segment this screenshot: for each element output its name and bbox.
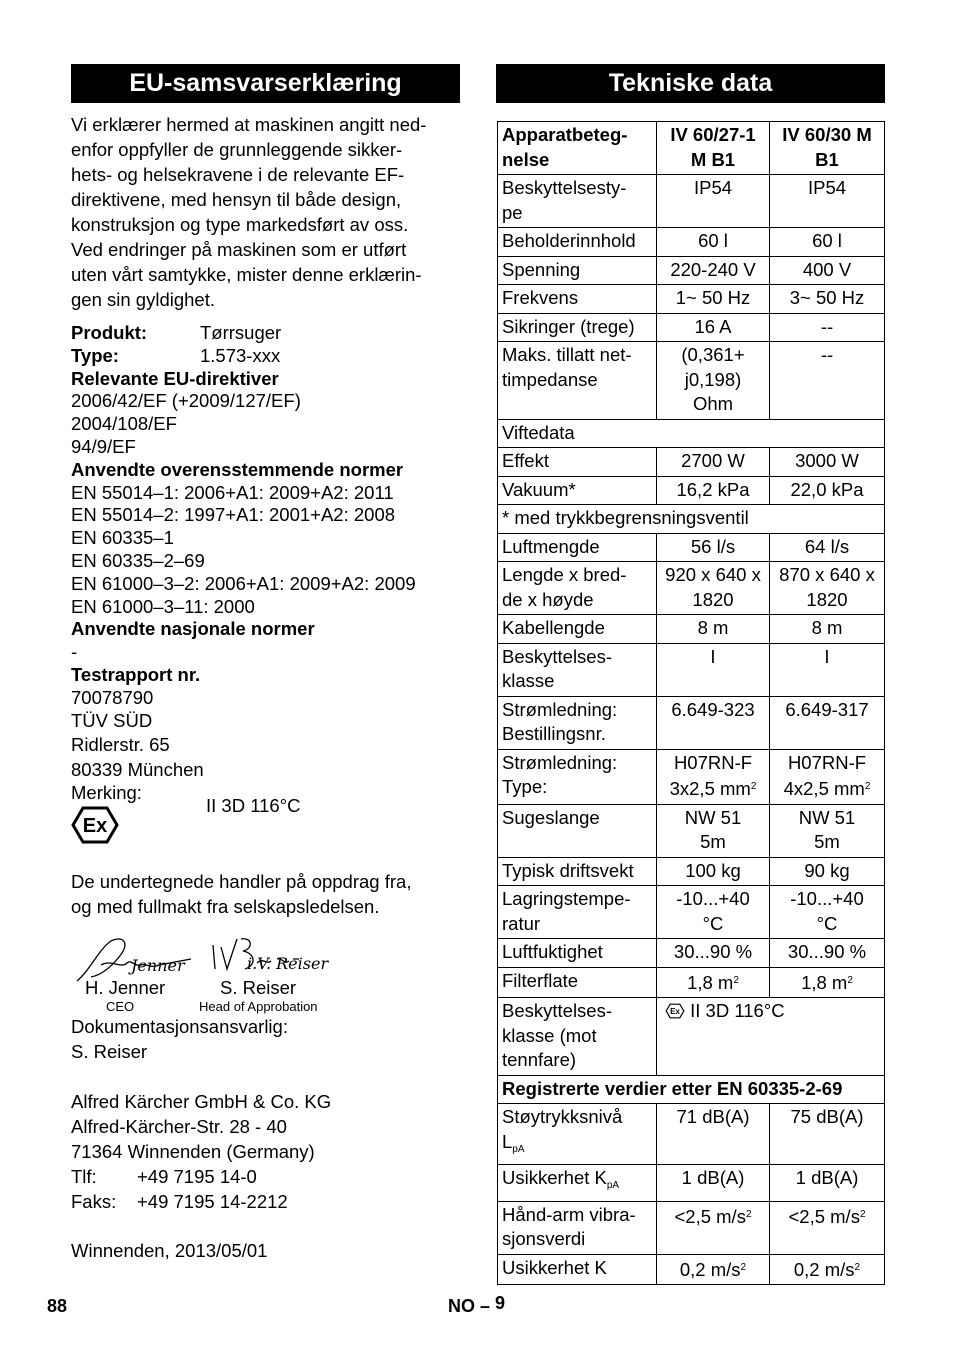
spec-value-model-1: 60 l xyxy=(657,228,770,257)
fax-row xyxy=(71,1189,463,1214)
spec-value-model-2: I xyxy=(770,643,885,696)
spec-label: Filterflate xyxy=(498,967,657,998)
spec-label: Beskyttelses- klasse xyxy=(498,643,657,696)
intro-paragraph xyxy=(71,112,463,312)
spec-value-model-1: 30...90 % xyxy=(657,939,770,968)
spec-value-model-1: 920 x 640 x 1820 xyxy=(657,562,770,615)
spec-value-model-1: IV 60/27-1 M B1 xyxy=(657,122,770,175)
spec-label: Lagringstempe- ratur xyxy=(498,886,657,939)
phone-label: Tlf: xyxy=(71,1166,97,1188)
type-value: 1.573-xxx xyxy=(200,344,281,366)
table-row xyxy=(498,857,885,886)
footer-section xyxy=(448,1293,506,1317)
svg-text:Ex: Ex xyxy=(670,1006,680,1016)
marking-row xyxy=(71,795,463,853)
spec-value-model-1: NW 51 5m xyxy=(657,804,770,857)
superscript-2: 2 xyxy=(733,974,739,986)
spec-value-model-1: 56 l/s xyxy=(657,533,770,562)
product-row xyxy=(71,322,463,345)
company-name: Alfred Kärcher GmbH & Co. KG xyxy=(71,1091,332,1113)
table-row xyxy=(498,643,885,696)
spec-value-model-1: -10...+40 °C xyxy=(657,886,770,939)
spec-value-model-2: 0,2 $m/s^2$ xyxy=(770,1254,885,1285)
intro-line: Vi erklærer hermed at maskinen angitt ned- xyxy=(71,114,427,135)
spec-value-model-2: 75 dB(A) xyxy=(770,1104,885,1165)
subscript: pA xyxy=(606,1180,620,1191)
spec-value-model-2: NW 51 5m xyxy=(770,804,885,857)
subscript: pA xyxy=(512,1143,525,1155)
protection-class-value: Ex II 3D 116°C xyxy=(657,998,885,1076)
spec-value-model-1: 71 dB(A) xyxy=(657,1104,770,1165)
spec-value-model-2: 90 kg xyxy=(770,857,885,886)
spec-value-model-1: IP54 xyxy=(657,175,770,228)
signer1-name: H. Jenner xyxy=(85,977,166,999)
footer-lang: NO xyxy=(448,1296,475,1316)
national-heading: Anvendte nasjonale normer xyxy=(71,618,315,640)
table-row xyxy=(498,448,885,477)
spec-value-model-1: 6.649-323 xyxy=(657,696,770,749)
spec-label: Lengde x bred- de x høyde xyxy=(498,562,657,615)
measured-values-row xyxy=(498,1075,885,1104)
spec-value-model-1: 16 A xyxy=(657,313,770,342)
harmonized-list xyxy=(71,482,463,619)
testreport-heading: Testrapport nr. xyxy=(71,663,201,685)
spec-value-model-2: 3~ 50 Hz xyxy=(770,285,885,314)
spec-label: Sikringer (trege) xyxy=(498,313,657,342)
superscript-2: 2 xyxy=(750,781,757,792)
superscript-2: 2 xyxy=(854,1261,861,1273)
spec-value-model-1: H07RN-F 3x2,5 $mm^2$ xyxy=(657,749,770,804)
spec-label: Usikkerhet K xyxy=(498,1254,657,1285)
type-label: Type: xyxy=(71,344,119,366)
harmonized-standard: EN 61000–3–11: 2000 xyxy=(71,595,255,617)
table-row xyxy=(498,562,885,615)
spec-value-model-2: 3000 W xyxy=(770,448,885,477)
phone-row xyxy=(71,1164,463,1189)
table-header-row xyxy=(498,122,885,175)
declaration-title: EU-samsvarserklæring xyxy=(71,64,460,103)
spec-value-model-1: 1,8 $m^2$ xyxy=(657,967,770,998)
signer2-title: Head of Approbation xyxy=(199,999,318,1015)
spec-value-model-1: (0,361+ j0,198) Ohm xyxy=(657,342,770,420)
harmonized-standard: EN 61000–3–2: 2006+A1: 2009+A2: 2009 xyxy=(71,572,416,594)
spec-label: Usikkerhet $K_{pA}$ xyxy=(498,1165,657,1202)
doc-resp-name: S. Reiser xyxy=(71,1041,148,1063)
spec-value-model-2: 30...90 % xyxy=(770,939,885,968)
doc-resp-label: Dokumentasjonsansvarlig: xyxy=(71,1016,288,1038)
signatory-text xyxy=(71,869,463,919)
spec-value-model-1: 2700 W xyxy=(657,448,770,477)
measured-values-heading: Registrerte verdier etter EN 60335-2-69 xyxy=(498,1075,885,1104)
directive-item: 2004/108/EF xyxy=(71,413,177,435)
spec-value-model-2: IP54 xyxy=(770,175,885,228)
signature1-text: Jenner xyxy=(131,956,185,976)
intro-line: direktivene, med hensyn til både design, xyxy=(71,189,402,210)
spec-label: Beholderinnhold xyxy=(498,228,657,257)
intro-line: Ved endringer på maskinen som er utført xyxy=(71,239,407,260)
harmonized-standard: EN 60335–2–69 xyxy=(71,549,205,571)
table-row xyxy=(498,476,885,505)
protection-class-row xyxy=(498,998,885,1076)
spec-value-model-2: 1 dB(A) xyxy=(770,1165,885,1202)
superscript-2: 2 xyxy=(859,1208,866,1220)
signatory-line: og med fullmakt fra selskapsledelsen. xyxy=(71,896,380,918)
spec-label: Effekt xyxy=(498,448,657,477)
spec-label: Støytrykksnivå $L_{pA}$ xyxy=(498,1104,657,1165)
spec-value-model-2: -- xyxy=(770,313,885,342)
footer-subpage: 9 xyxy=(495,1293,506,1313)
table-row xyxy=(498,1104,885,1165)
table-row xyxy=(498,313,885,342)
spec-value-model-2: 60 l xyxy=(770,228,885,257)
declaration-column xyxy=(71,112,463,1262)
ex-explosion-icon xyxy=(665,1003,685,1019)
product-value: Tørrsuger xyxy=(200,322,282,343)
vacuum-note-row xyxy=(498,505,885,534)
harmonized-standard: EN 60335–1 xyxy=(71,527,174,549)
superscript-2: 2 xyxy=(745,1208,752,1220)
testreport-line: TÜV SÜD xyxy=(71,709,153,731)
spec-label: Sugeslange xyxy=(498,804,657,857)
spec-label: Luftfuktighet xyxy=(498,939,657,968)
svg-text:Ex: Ex xyxy=(82,815,108,838)
testreport-lines xyxy=(71,687,463,783)
table-row xyxy=(498,256,885,285)
phone-value: +49 7195 14-0 xyxy=(137,1166,257,1188)
superscript-2: 2 xyxy=(740,1261,747,1273)
footer-dash: – xyxy=(480,1296,491,1316)
spec-label: Beskyttelses- klasse (mot tennfare) xyxy=(498,998,657,1076)
signer1-title: CEO xyxy=(106,999,135,1015)
testreport-line: 80339 München xyxy=(71,759,204,781)
spec-value-model-1: I xyxy=(657,643,770,696)
spec-label: Apparatbeteg- nelse xyxy=(498,122,657,175)
table-row xyxy=(498,228,885,257)
vacuum-note: * med trykkbegrensningsventil xyxy=(498,505,885,534)
intro-line: konstruksjon og type markedsført av oss. xyxy=(71,214,409,235)
spec-value-model-2: 6.649-317 xyxy=(770,696,885,749)
spec-value-model-2: 8 m xyxy=(770,615,885,644)
company-city: 71364 Winnenden (Germany) xyxy=(71,1141,315,1163)
table-row xyxy=(498,1254,885,1285)
spec-label: Spenning xyxy=(498,256,657,285)
signatory-line: De undertegnede handler på oppdrag fra, xyxy=(71,871,412,893)
table-row xyxy=(498,886,885,939)
intro-line: gen sin gyldighet. xyxy=(71,289,215,310)
signature2-text: i.V. Reiser xyxy=(247,954,329,974)
spec-label: Strømledning: Bestillingsnr. xyxy=(498,696,657,749)
table-row xyxy=(498,967,885,998)
spec-label: Strømledning: Type: xyxy=(498,749,657,804)
technical-data-title: Tekniske data xyxy=(496,64,885,103)
ex-explosion-icon xyxy=(71,805,119,845)
spec-value-model-2: -- xyxy=(770,342,885,420)
spec-value-model-1: 100 kg xyxy=(657,857,770,886)
spec-label: Hånd-arm vibra- sjonsverdi xyxy=(498,1201,657,1254)
national-value: - xyxy=(71,641,78,663)
spec-value-model-2: 1,8 $m^2$ xyxy=(770,967,885,998)
spec-value-model-2: IV 60/30 M B1 xyxy=(770,122,885,175)
table-row xyxy=(498,749,885,804)
table-row xyxy=(498,175,885,228)
spec-value-model-1: 16,2 kPa xyxy=(657,476,770,505)
fax-label: Faks: xyxy=(71,1191,117,1213)
technical-data-table xyxy=(497,121,885,1285)
directives-heading: Relevante EU-direktiver xyxy=(71,367,279,389)
testreport-line: Ridlerstr. 65 xyxy=(71,734,170,756)
spec-value-model-2: 400 V xyxy=(770,256,885,285)
fan-section-row xyxy=(498,419,885,448)
spec-value-model-1: 0,2 $m/s^2$ xyxy=(657,1254,770,1285)
company-street: Alfred-Kärcher-Str. 28 - 40 xyxy=(71,1116,287,1138)
page-number: 88 xyxy=(47,1296,68,1316)
spec-label: Luftmengde xyxy=(498,533,657,562)
company-address xyxy=(71,1089,463,1214)
spec-value-model-2: 64 l/s xyxy=(770,533,885,562)
table-row xyxy=(498,1201,885,1254)
table-row xyxy=(498,285,885,314)
fax-value: +49 7195 14-2212 xyxy=(137,1191,288,1213)
spec-value-model-1: 1~ 50 Hz xyxy=(657,285,770,314)
superscript-2: 2 xyxy=(864,781,871,792)
table-row xyxy=(498,615,885,644)
table-row xyxy=(498,804,885,857)
directive-item: 2006/42/EF (+2009/127/EF) xyxy=(71,390,301,412)
directive-item: 94/9/EF xyxy=(71,435,136,457)
directives-list xyxy=(71,390,463,458)
spec-label: Kabellengde xyxy=(498,615,657,644)
spec-label: Maks. tillatt net- timpedanse xyxy=(498,342,657,420)
spec-value-model-2: -10...+40 °C xyxy=(770,886,885,939)
spec-value-model-1: <2,5 $m/s^2$ xyxy=(657,1201,770,1254)
harmonized-standard: EN 55014–2: 1997+A1: 2001+A2: 2008 xyxy=(71,504,396,526)
marking-value: II 3D 116°C xyxy=(206,795,301,817)
intro-line: uten vårt samtykke, mister denne erklærin- xyxy=(71,264,422,285)
spec-value-model-1: 1 dB(A) xyxy=(657,1165,770,1202)
harmonized-heading: Anvendte overensstemmende normer xyxy=(71,458,404,480)
spec-value-model-2: 870 x 640 x 1820 xyxy=(770,562,885,615)
spec-label: Typisk driftsvekt xyxy=(498,857,657,886)
spec-value-model-1: 8 m xyxy=(657,615,770,644)
spec-value-model-2: 22,0 kPa xyxy=(770,476,885,505)
spec-value-model-2: <2,5 $m/s^2$ xyxy=(770,1201,885,1254)
table-row xyxy=(498,533,885,562)
spec-label: Beskyttelsesty- pe xyxy=(498,175,657,228)
spec-value-model-2: H07RN-F 4x2,5 $mm^2$ xyxy=(770,749,885,804)
intro-line: enfor oppfyller de grunnleggende sikker- xyxy=(71,139,403,160)
fan-section-heading: Viftedata xyxy=(498,419,885,448)
harmonized-standard: EN 55014–1: 2006+A1: 2009+A2: 2011 xyxy=(71,481,394,503)
table-row xyxy=(498,696,885,749)
table-row xyxy=(498,342,885,420)
testreport-line: 70078790 xyxy=(71,686,154,708)
technical-data-column xyxy=(497,121,885,1285)
product-label: Produkt: xyxy=(71,322,148,343)
table-row xyxy=(498,1165,885,1202)
table-row xyxy=(498,939,885,968)
superscript-2: 2 xyxy=(847,974,853,986)
place-date: Winnenden, 2013/05/01 xyxy=(71,1240,268,1262)
spec-label: Frekvens xyxy=(498,285,657,314)
signer2-name: S. Reiser xyxy=(220,977,297,999)
signatures xyxy=(71,929,463,1024)
intro-line: hets- og helsekravene i de relevante EF- xyxy=(71,164,405,185)
spec-label: Vakuum* xyxy=(498,476,657,505)
type-row xyxy=(71,345,463,368)
marking-label: Merking: xyxy=(71,782,142,804)
spec-value-model-1: 220-240 V xyxy=(657,256,770,285)
